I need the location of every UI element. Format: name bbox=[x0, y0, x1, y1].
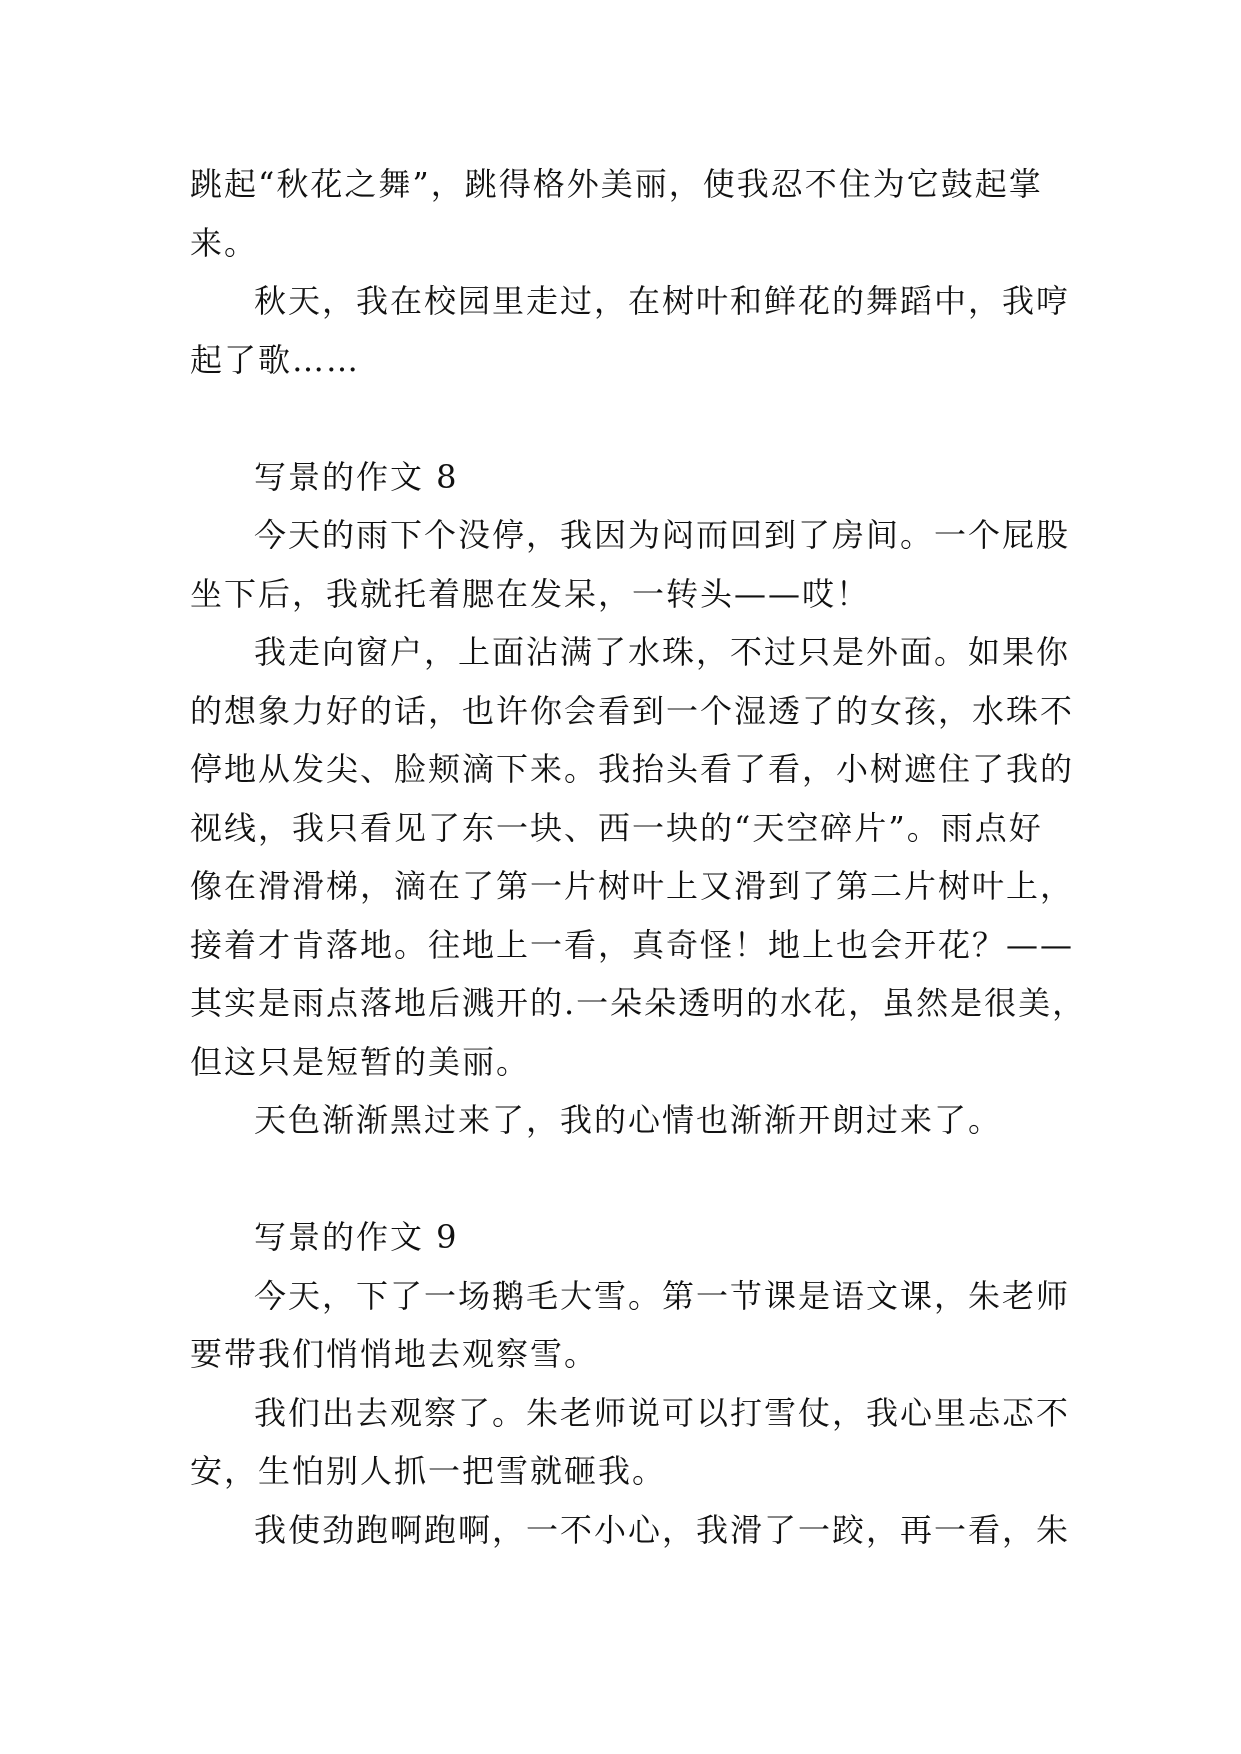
section-title-9: 写景的作文 9 bbox=[254, 1218, 459, 1256]
paragraph-line: 我走向窗户，上面沾满了水珠，不过只是外面。如果你 bbox=[254, 633, 1071, 671]
section-title-8: 写景的作文 8 bbox=[254, 457, 459, 496]
paragraph-line: 停地从发尖、脸颊滴下来。我抬头看了看，小树遮住了我的 bbox=[190, 750, 1075, 788]
paragraph-line: 接着才肯落地。往地上一看，真奇怪！地上也会开花？—— bbox=[190, 925, 1075, 964]
paragraph-line: 今天，下了一场鹅毛大雪。第一节课是语文课，朱老师 bbox=[254, 1276, 1071, 1315]
paragraph-line: 安，生怕别人抓一把雪就砸我。 bbox=[190, 1452, 667, 1490]
section-spacer bbox=[190, 389, 1050, 448]
paragraph-line: 其实是雨点落地后溅开的.一朵朵透明的水花，虽然是很美， bbox=[190, 984, 1087, 1022]
paragraph-line: 我们出去观察了。朱老师说可以打雪仗，我心里忐忑不 bbox=[254, 1393, 1071, 1432]
paragraph-line: 要带我们悄悄地去观察雪。 bbox=[190, 1335, 599, 1373]
paragraph-line: 坐下后，我就托着腮在发呆，一转头——哎！ bbox=[190, 574, 871, 613]
document-body bbox=[190, 155, 1087, 1559]
paragraph-line: 来。 bbox=[190, 223, 259, 262]
paragraph-line: 我使劲跑啊跑啊，一不小心，我滑了一跤，再一看，朱 bbox=[254, 1510, 1071, 1549]
paragraph-line: 像在滑滑梯，滴在了第一片树叶上又滑到了第二片树叶上， bbox=[190, 867, 1075, 905]
paragraph-line: 跳起“秋花之舞”，跳得格外美丽，使我忍不住为它鼓起掌 bbox=[190, 165, 1043, 203]
paragraph-line: 秋天，我在校园里走过，在树叶和鲜花的舞蹈中，我哼 bbox=[254, 282, 1071, 320]
section-spacer bbox=[190, 1150, 1050, 1209]
paragraph-line: 视线，我只看见了东一块、西一块的“天空碎片”。雨点好 bbox=[190, 808, 1043, 847]
paragraph-line: 天色渐渐黑过来了，我的心情也渐渐开朗过来了。 bbox=[254, 1101, 1003, 1139]
paragraph-line: 但这只是短暂的美丽。 bbox=[190, 1042, 531, 1081]
paragraph-line: 今天的雨下个没停，我因为闷而回到了房间。一个屁股 bbox=[254, 516, 1071, 554]
paragraph-line: 的想象力好的话，也许你会看到一个湿透了的女孩，水珠不 bbox=[190, 691, 1075, 730]
paragraph-line: 起了歌…… bbox=[190, 340, 361, 379]
